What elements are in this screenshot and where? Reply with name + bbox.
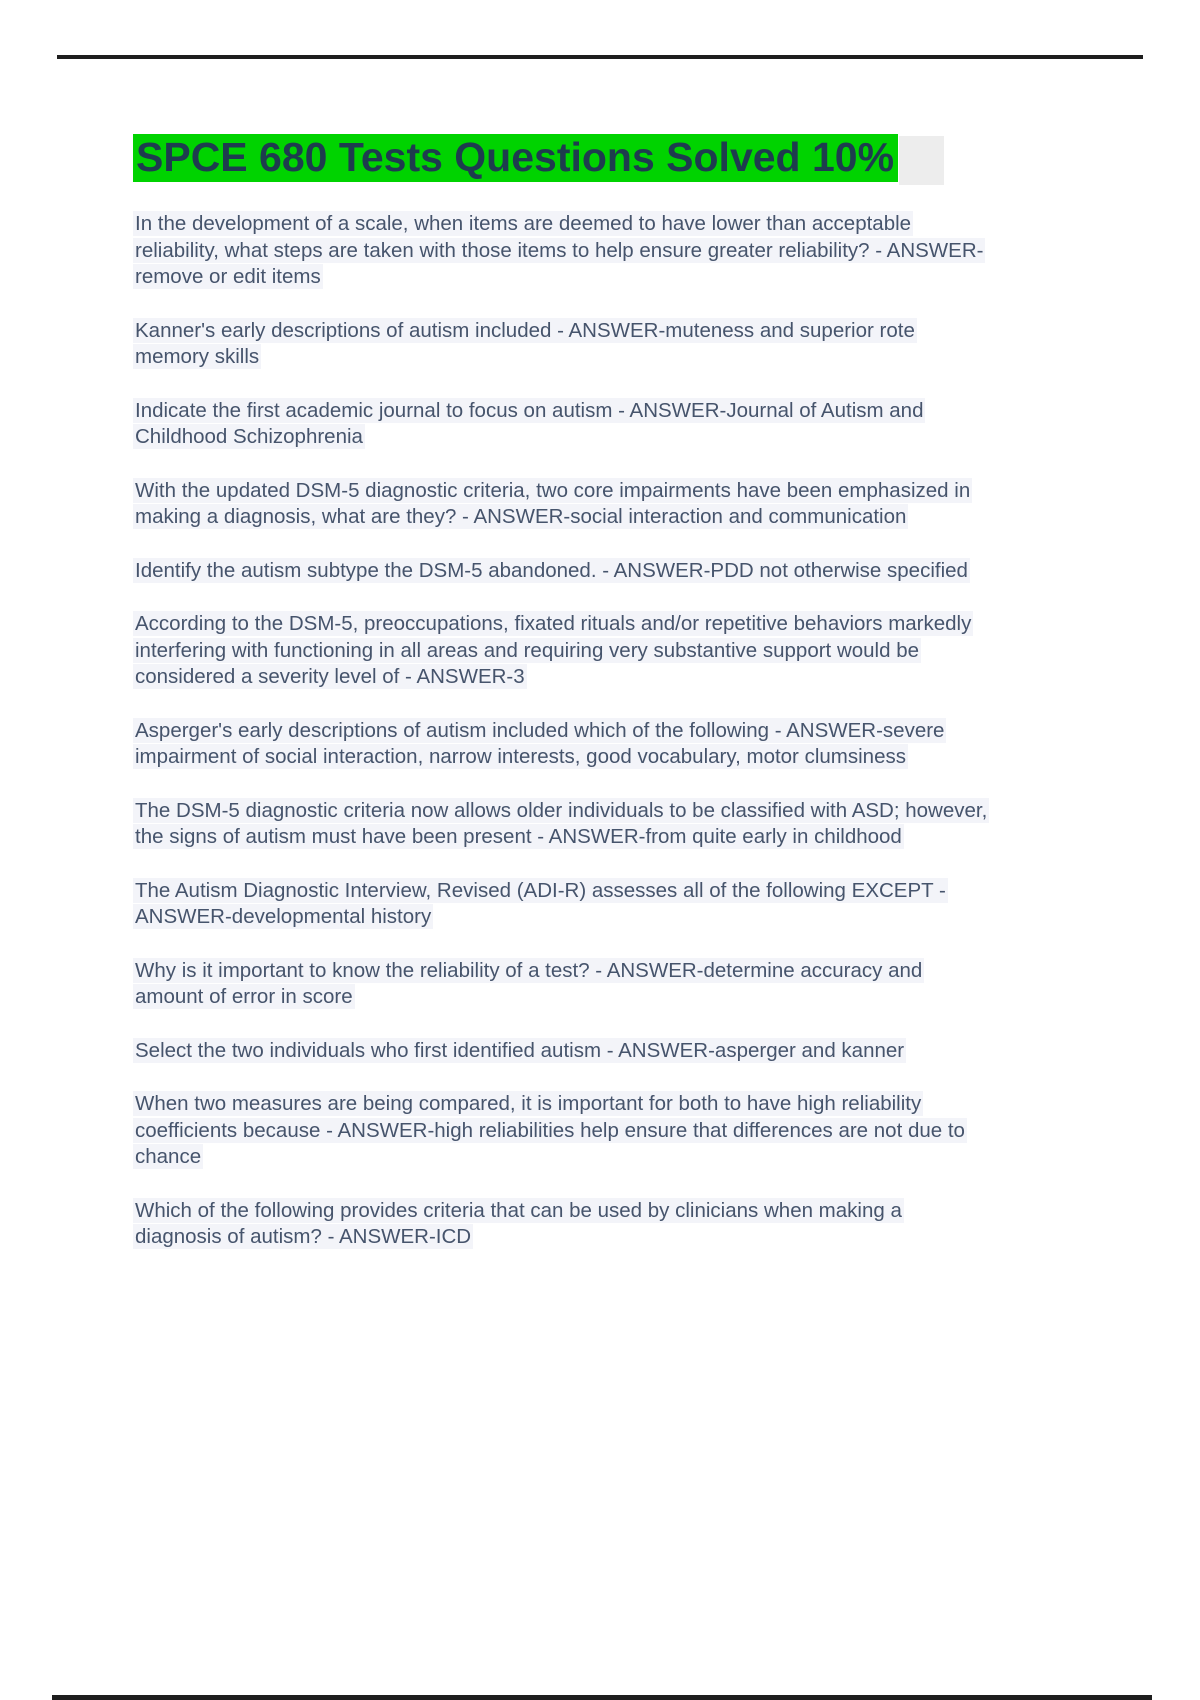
qa-paragraph — [133, 958, 993, 1011]
document-title — [133, 130, 993, 185]
qa-text: The Autism Diagnostic Interview, Revised (ADI-R) assesses all of the following EXCEPT - ANSWER-developmental history — [135, 878, 946, 928]
qa-text: Select the two individuals who first identified autism - ANSWER-asperger and kanner — [135, 1038, 905, 1062]
header-rule — [57, 55, 1143, 59]
qa-paragraph — [133, 398, 993, 451]
title-highlight-tail — [899, 136, 944, 185]
qa-paragraph — [133, 211, 993, 291]
qa-paragraph — [133, 558, 993, 585]
qa-paragraph — [133, 478, 993, 531]
qa-text: With the updated DSM-5 diagnostic criteria, two core impairments have been emphasized in making a diagnosis, what are they? - ANSWER-social interaction and communication — [135, 478, 971, 528]
qa-paragraph — [133, 1198, 993, 1251]
document-content — [133, 130, 993, 1278]
qa-paragraph — [133, 1091, 993, 1171]
qa-paragraph — [133, 798, 993, 851]
qa-text: When two measures are being compared, it is important for both to have high reliability coefficients because - ANSWER-high reliabilities help ensure that differences are not due to chance — [135, 1092, 965, 1168]
qa-text: Kanner's early descriptions of autism included - ANSWER-muteness and superior rote memory skills — [135, 318, 915, 368]
title-highlight: SPCE 680 Tests Questions Solved 10% — [133, 134, 898, 182]
qa-paragraph — [133, 1038, 993, 1065]
qa-text: The DSM-5 diagnostic criteria now allows older individuals to be classified with ASD; however, the signs of autism must have been present - ANSWER-from quite early in childhood — [135, 798, 988, 848]
qa-text: According to the DSM-5, preoccupations, fixated rituals and/or repetitive behaviors markedly interfering with functioning in all areas and requiring very substantive support would be considered a severity level of - ANSWER-3 — [135, 612, 972, 688]
footer-rule — [52, 1695, 1152, 1700]
qa-paragraph — [133, 718, 993, 771]
qa-text: Indicate the first academic journal to focus on autism - ANSWER-Journal of Autism and Childhood Schizophrenia — [135, 398, 924, 448]
qa-text: Asperger's early descriptions of autism included which of the following - ANSWER-severe impairment of social interaction, narrow interests, good vocabulary, motor clumsiness — [135, 718, 945, 768]
qa-text: Which of the following provides criteria that can be used by clinicians when making a diagnosis of autism? - ANSWER-ICD — [135, 1198, 902, 1248]
qa-paragraph — [133, 878, 993, 931]
qa-text: Why is it important to know the reliability of a test? - ANSWER-determine accuracy and amount of error in score — [135, 958, 923, 1008]
qa-paragraph — [133, 611, 993, 691]
qa-text: Identify the autism subtype the DSM-5 abandoned. - ANSWER-PDD not otherwise specified — [135, 558, 968, 582]
qa-paragraph — [133, 318, 993, 371]
qa-text: In the development of a scale, when items are deemed to have lower than acceptable reliability, what steps are taken with those items to help ensure greater reliability? - ANSWER-remove or edit items — [135, 212, 984, 288]
